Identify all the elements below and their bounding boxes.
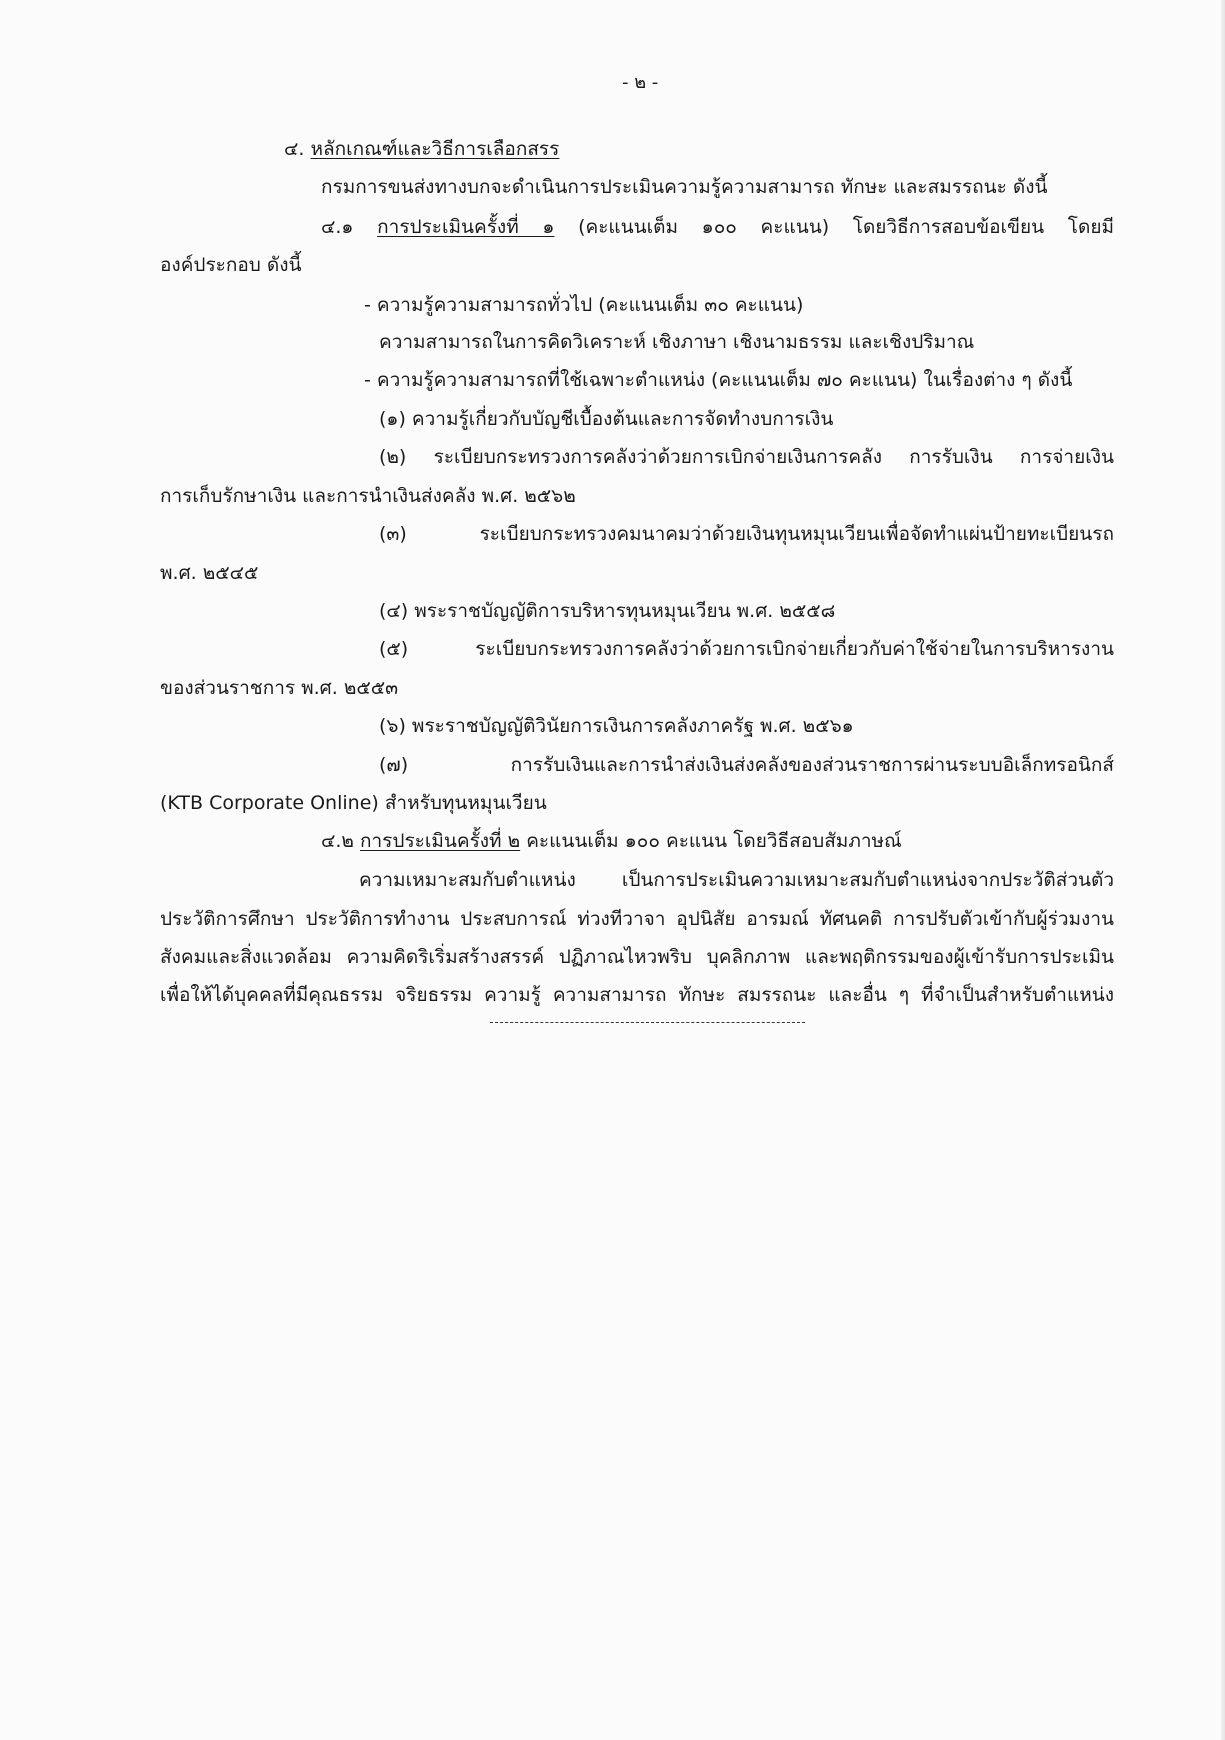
section-intro: กรมการขนส่งทางบกจะดำเนินการประเมินความรู้ความสามารถ ทักษะ และสมรรถนะ ดังนี้ [321, 176, 1048, 198]
list-item: (๖) พระราชบัญญัติวินัยการเงินการคลังภาครัฐ พ.ศ. ๒๕๖๑ [379, 715, 854, 737]
list-item-continuation: ของส่วนราชการ พ.ศ. ๒๕๕๓ [160, 677, 399, 699]
section-number: ๔. [284, 138, 305, 160]
section-title: หลักเกณฑ์และวิธีการเลือกสรร [310, 138, 560, 160]
list-item: (๒) ระเบียบกระทรวงการคลังว่าด้วยการเบิกจ่ายเงินการคลัง การรับเงิน การจ่ายเงิน [379, 446, 1114, 468]
sub2-number: ๔.๒ [321, 830, 354, 852]
section-heading [284, 136, 559, 162]
list-item: (๗) การรับเงินและการนำส่งเงินส่งคลังของส่วนราชการผ่านระบบอิเล็กทรอนิกส์ [379, 754, 1114, 776]
page-number: - ๒ - [622, 72, 659, 93]
sub2-title: การประเมินครั้งที่ ๒ [360, 830, 521, 852]
general-knowledge-desc: ความสามารถในการคิดวิเคราะห์ เชิงภาษา เชิงนามธรรม และเชิงปริมาณ [379, 331, 975, 353]
sub2-rest: คะแนนเต็ม ๑๐๐ คะแนน โดยวิธีสอบสัมภาษณ์ [526, 830, 902, 852]
list-item-continuation: พ.ศ. ๒๕๔๕ [160, 562, 259, 584]
sub1-heading-line [321, 214, 1114, 240]
specific-knowledge: - ความรู้ความสามารถที่ใช้เฉพาะตำแหน่ง (คะแนนเต็ม ๗๐ คะแนน) ในเรื่องต่าง ๆ ดังนี้ [364, 369, 1073, 391]
sub1-title: การประเมินครั้งที่ ๑ [377, 216, 555, 238]
end-divider [490, 1022, 805, 1023]
scan-edge [1221, 0, 1225, 1740]
list-item-continuation: การเก็บรักษาเงิน และการนำเงินส่งคลัง พ.ศ. ๒๕๖๒ [160, 485, 576, 507]
list-item: (๕) ระเบียบกระทรวงการคลังว่าด้วยการเบิกจ่ายเกี่ยวกับค่าใช้จ่ายในการบริหารงาน [379, 638, 1114, 660]
sub2-heading-line [321, 828, 902, 854]
paragraph-line: สังคมและสิ่งแวดล้อม ความคิดริเริ่มสร้างสรรค์ ปฏิภาณไหวพริบ บุคลิกภาพ และพฤติกรรมของผู้เข้ารับการประเมิน [160, 946, 1114, 968]
paragraph-line: เพื่อให้ได้บุคคลที่มีคุณธรรม จริยธรรม ความรู้ ความสามารถ ทักษะ สมรรถนะ และอื่น ๆ ที่จำเป็นสำหรับตำแหน่ง [160, 984, 1114, 1006]
list-item: (๑) ความรู้เกี่ยวกับบัญชีเบื้องต้นและการจัดทำงบการเงิน [379, 408, 834, 430]
list-item: (๔) พระราชบัญญัติการบริหารทุนหมุนเวียน พ.ศ. ๒๕๕๘ [379, 600, 836, 622]
paragraph-line: ประวัติการศึกษา ประวัติการทำงาน ประสบการณ์ ท่วงทีวาจา อุปนิสัย อารมณ์ ทัศนคติ การปรับตัวเข้ากับผู้ร่วมงาน [160, 908, 1114, 930]
sub1-number: ๔.๑ [321, 216, 354, 238]
general-knowledge: - ความรู้ความสามารถทั่วไป (คะแนนเต็ม ๓๐ คะแนน) [364, 294, 804, 316]
list-item-continuation: (KTB Corporate Online) สำหรับทุนหมุนเวียน [160, 792, 547, 814]
list-item: (๓) ระเบียบกระทรวงคมนาคมว่าด้วยเงินทุนหมุนเวียนเพื่อจัดทำแผ่นป้ายทะเบียนรถ [379, 523, 1114, 545]
paragraph-line: ความเหมาะสมกับตำแหน่ง เป็นการประเมินความเหมาะสมกับตำแหน่งจากประวัติส่วนตัว [359, 869, 1114, 891]
sub1-line2: องค์ประกอบ ดังนี้ [160, 254, 302, 276]
sub1-rest: (คะแนนเต็ม ๑๐๐ คะแนน) โดยวิธีการสอบข้อเขียน โดยมี [578, 216, 1114, 238]
